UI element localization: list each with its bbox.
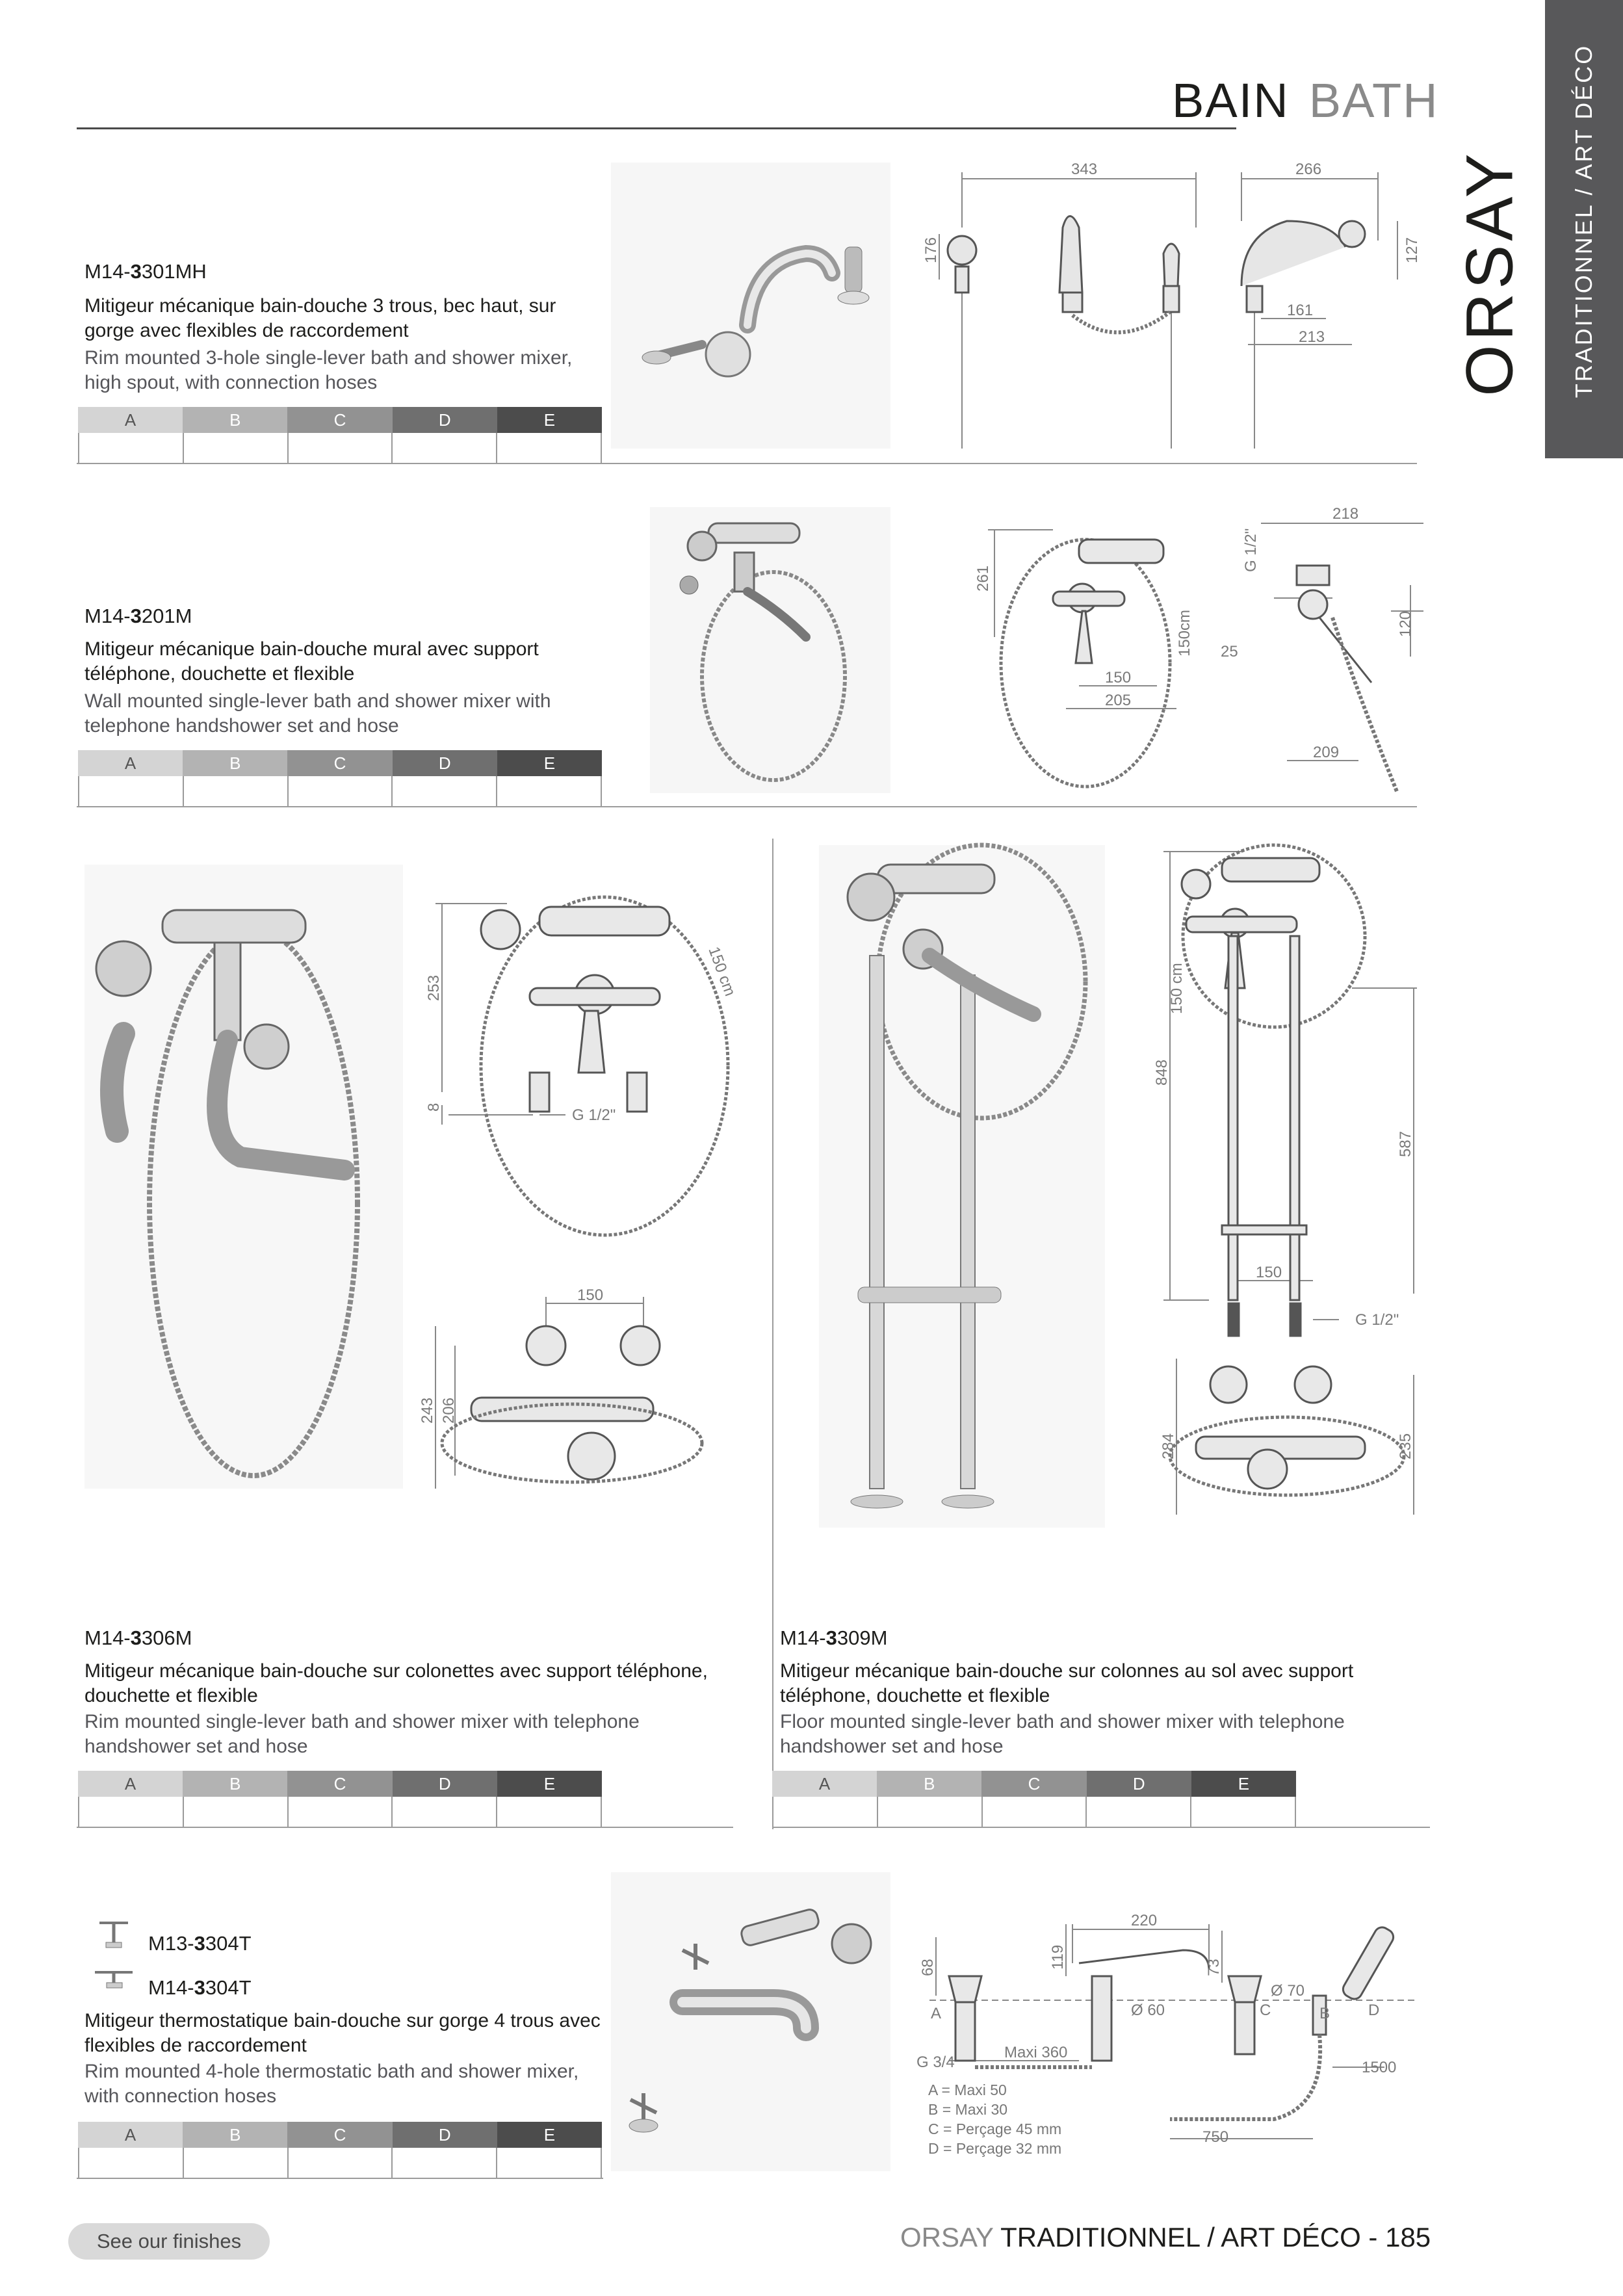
product-image-3: [84, 865, 403, 1489]
product-ref-1: M14-3301MH: [84, 260, 207, 283]
dim-266: 266: [1295, 161, 1322, 178]
finish-table-5: [78, 2122, 602, 2179]
side-tab-label: TRADITIONNEL / ART DÉCO: [1570, 44, 1597, 398]
dim-g12: G 1/2": [1355, 1311, 1399, 1329]
product-desc-fr-1: Mitigeur mécanique bain-douche 3 trous, bec haut, sur gorge avec flexibles de raccordement: [84, 295, 556, 341]
finish-col-b: B: [183, 2122, 287, 2148]
finish-col-b: B: [183, 407, 287, 433]
dim-1500: 1500: [1362, 2059, 1397, 2076]
dim-161: 161: [1287, 302, 1314, 319]
dim-8: 8: [425, 1102, 443, 1112]
legend-a: A = Maxi 50: [928, 2081, 1007, 2098]
dim-284: 284: [1160, 1433, 1177, 1459]
dim-343: 343: [1071, 161, 1098, 178]
finish-col-a: A: [78, 407, 183, 433]
finish-col-e: E: [497, 1771, 602, 1797]
dim-150: 150: [577, 1286, 604, 1304]
dim-120: 120: [1397, 610, 1414, 637]
finish-col-a: A: [772, 1771, 877, 1797]
product-ref-2: M14-3201M: [84, 605, 192, 627]
dim-g12: G 1/2": [572, 1106, 616, 1124]
technical-drawing-4: [1153, 845, 1430, 1534]
finish-col-c: C: [981, 1771, 1086, 1797]
finish-col-e: E: [497, 407, 602, 433]
dim-d: D: [1368, 2002, 1380, 2019]
finish-col-e: E: [1191, 1771, 1296, 1797]
legend-c: C = Perçage 45 mm: [928, 2120, 1062, 2137]
separator-4: [772, 1827, 1430, 1828]
dim-127: 127: [1403, 237, 1421, 263]
product-desc-fr-4: Mitigeur mécanique bain-douche sur colonnes au sol avec support téléphone, douchette et flexible: [780, 1660, 1354, 1706]
dim-176: 176: [922, 237, 940, 263]
product-image-5: [611, 1872, 890, 2171]
title-fr: BAIN: [1172, 73, 1290, 127]
dim-g12: G 1/2": [1242, 528, 1260, 572]
dim-68: 68: [919, 1959, 937, 1976]
product-image-2: [650, 507, 890, 793]
product-desc-en-3: Rim mounted single-lever bath and shower mixer with telephone handshower set and hose: [84, 1711, 640, 1757]
dim-o60: Ø 60: [1131, 2002, 1165, 2019]
dim-150cm: 150 cm: [705, 944, 739, 999]
dim-a: A: [931, 2005, 942, 2022]
dim-maxi360: Maxi 360: [1004, 2044, 1068, 2061]
finish-col-b: B: [183, 1771, 287, 1797]
header-rule: [77, 127, 1236, 129]
technical-drawing-1: [923, 156, 1430, 455]
footer-separator: -: [1368, 2222, 1378, 2252]
product-image-4: [819, 845, 1105, 1528]
dim-218: 218: [1332, 505, 1359, 523]
dim-213: 213: [1299, 328, 1325, 346]
page-footer: [900, 2222, 1431, 2253]
legend-d: D = Perçage 32 mm: [928, 2140, 1062, 2157]
dim-150cm: 150 cm: [1168, 963, 1186, 1014]
page-number: 185: [1385, 2222, 1431, 2252]
product-desc-fr-2: Mitigeur mécanique bain-douche mural avec support téléphone, douchette et flexible: [84, 638, 539, 685]
see-finishes-button[interactable]: See our finishes: [68, 2223, 270, 2260]
dim-25: 25: [1221, 643, 1238, 660]
finish-col-c: C: [287, 407, 392, 433]
brand-vertical: ORSAY: [1452, 150, 1527, 397]
dim-253: 253: [425, 974, 443, 1001]
product-ref-4: M14-3309M: [780, 1626, 888, 1649]
dim-150cm: 150cm: [1176, 609, 1193, 657]
separator-1: [77, 463, 1417, 464]
product-desc-en-2: Wall mounted single-lever bath and shower mixer with telephone handshower set and hose: [84, 690, 551, 737]
finish-col-a: A: [78, 750, 183, 776]
footer-brand: ORSAY: [900, 2222, 994, 2252]
product-ref-5b: M14-3304T: [148, 1976, 252, 1999]
product-ref-3: M14-3306M: [84, 1626, 192, 1649]
dim-150: 150: [1105, 669, 1132, 686]
technical-drawing-3: [409, 871, 747, 1502]
dim-c: C: [1260, 2002, 1271, 2019]
legend-b: B = Maxi 30: [928, 2101, 1008, 2118]
separator-2: [77, 806, 1417, 807]
finish-col-a: A: [78, 2122, 183, 2148]
product-desc-fr-5: Mitigeur thermostatique bain-douche sur gorge 4 trous avec flexibles de raccordement: [84, 2010, 601, 2056]
dim-235: 235: [1397, 1433, 1414, 1459]
dim-119: 119: [1049, 1944, 1067, 1970]
product-image-1: [611, 163, 890, 449]
dim-261: 261: [974, 565, 992, 592]
finish-table-2: [78, 750, 602, 807]
dim-o70: Ø 70: [1271, 1982, 1305, 2000]
dimension-legend: [928, 2080, 1061, 2158]
finish-col-a: A: [78, 1771, 183, 1797]
finish-col-b: B: [183, 750, 287, 776]
dim-206: 206: [440, 1397, 458, 1424]
dim-209: 209: [1313, 744, 1340, 761]
dim-b: B: [1319, 2005, 1331, 2022]
page-title: [1172, 73, 1439, 128]
separator-3: [77, 1827, 733, 1828]
lever-handle-icon: [91, 1963, 136, 1989]
dim-205: 205: [1105, 692, 1132, 709]
title-en: BATH: [1308, 73, 1439, 127]
dim-73: 73: [1205, 1959, 1223, 1976]
column-separator: [772, 839, 773, 1829]
product-desc-en-5: Rim mounted 4-hole thermostatic bath and shower mixer, with connection hoses: [84, 2061, 579, 2107]
finish-col-e: E: [497, 2122, 602, 2148]
finish-col-c: C: [287, 2122, 392, 2148]
finish-col-c: C: [287, 750, 392, 776]
finish-table-1: [78, 407, 602, 464]
finish-col-b: B: [877, 1771, 981, 1797]
finish-table-4: [772, 1771, 1296, 1828]
product-desc-en-4: Floor mounted single-lever bath and shower mixer with telephone handshower set and hose: [780, 1711, 1345, 1757]
finish-table-3: [78, 1771, 602, 1828]
dim-750: 750: [1202, 2128, 1229, 2146]
dim-848: 848: [1153, 1059, 1171, 1086]
product-ref-5a: M13-3304T: [148, 1932, 252, 1955]
dim-587: 587: [1397, 1130, 1414, 1157]
product-desc-fr-3: Mitigeur mécanique bain-douche sur colonettes avec support téléphone, douchette et flexible: [84, 1660, 708, 1706]
dim-150: 150: [1256, 1264, 1282, 1281]
finish-col-d: D: [393, 1771, 497, 1797]
finish-col-c: C: [287, 1771, 392, 1797]
footer-collection: TRADITIONNEL / ART DÉCO: [1000, 2222, 1361, 2252]
dim-220: 220: [1131, 1912, 1158, 1929]
product-desc-en-1: Rim mounted 3-hole single-lever bath and shower mixer, high spout, with connection hoses: [84, 347, 573, 393]
finish-col-e: E: [497, 750, 602, 776]
dim-243: 243: [419, 1397, 436, 1424]
cross-handle-icon: [94, 1918, 133, 1950]
finish-col-d: D: [393, 750, 497, 776]
dim-g34: G 3/4: [916, 2054, 955, 2071]
separator-5: [77, 2178, 603, 2179]
technical-drawing-2: [968, 501, 1436, 806]
finish-col-d: D: [1087, 1771, 1191, 1797]
finish-col-d: D: [393, 2122, 497, 2148]
finish-col-d: D: [393, 407, 497, 433]
